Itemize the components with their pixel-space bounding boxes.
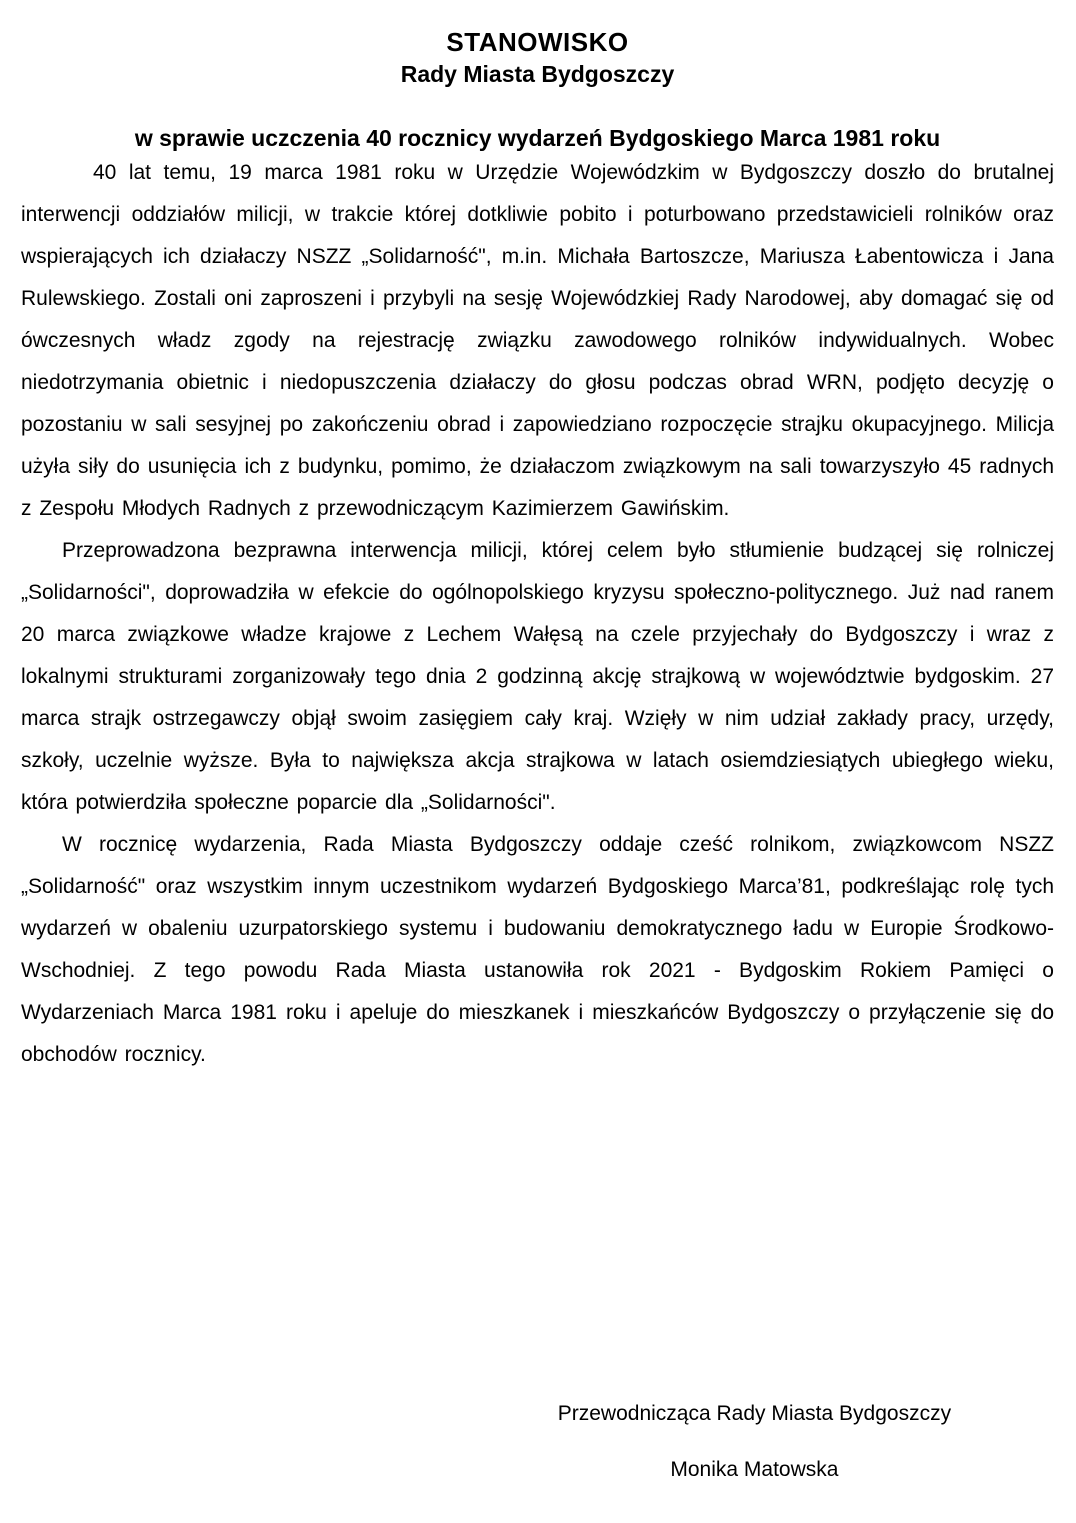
signature-block — [507, 1399, 1003, 1485]
paragraph-3: W rocznicę wydarzenia, Rada Miasta Bydgoszczy oddaje cześć rolnikom, związkowcom NSZZ „Solidarność" oraz wszystkim innym uczestnikom wydarzeń Bydgoskiego Marca’81, podkreślając rolę tych wydarzeń w obaleniu uzurpatorskiego systemu i budowaniu demokratycznego ładu w Europie Środkowo-Wschodniej. Z tego powodu Rada Miasta ustanowiła rok 2021 - Bydgoskim Rokiem Pamięci o Wydarzeniach Marca 1981 roku i apeluje do mieszkanek i mieszkańców Bydgoszczy o przyłączenie się do obchodów rocznicy. — [21, 833, 1054, 1066]
document-body — [21, 152, 1054, 1076]
paragraph-2: Przeprowadzona bezprawna interwencja milicji, której celem było stłumienie budzącej się rolniczej „Solidarności", doprowadziła w efekcie do ogólnopolskiego kryzysu społeczno-politycznego. Już nad ranem 20 marca związkowe władze krajowe z Lechem Wałęsą na czele przyjechały do Bydgoszczy i wraz z lokalnymi strukturami zorganizowały tego dnia 2 godzinną akcję strajkową w województwie bydgoskim. 27 marca strajk ostrzegawczy objął swoim zasięgiem cały kraj. Wzięły w nim udział zakłady pracy, urzędy, szkoły, uczelnie wyższe. Była to największa akcja strajkowa w latach osiemdziesiątych ubiegłego wieku, która potwierdziła społeczne poparcie dla „Solidarności". — [21, 539, 1054, 814]
paragraph-1: 40 lat temu, 19 marca 1981 roku w Urzędzie Wojewódzkim w Bydgoszczy doszło do brutalnej interwencji oddziałów milicji, w trakcie której dotkliwie pobito i poturbowano przedstawicieli rolników oraz wspierających ich działaczy NSZZ „Solidarność", m.in. Michała Bartoszcze, Mariusza Łabentowicza i Jana Rulewskiego. Zostali oni zaproszeni i przybyli na sesję Wojewódzkiej Rady Narodowej, aby domagać się od ówczesnych władz zgody na rejestrację związku zawodowego rolników indywidualnych. Wobec niedotrzymania obietnic i niedopuszczenia działaczy do głosu podczas obrad WRN, podjęto decyzję o pozostaniu w sali sesyjnej po zakończeniu obrad i zapowiedziano rozpoczęcie strajku okupacyjnego. Milicja użyła siły do usunięcia ich z budynku, pomimo, że działaczom związkowym na sali towarzyszyło 45 radnych z Zespołu Młodych Radnych z przewodniczącym Kazimierzem Gawińskim. — [21, 161, 1054, 520]
document-subject: w sprawie uczczenia 40 rocznicy wydarzeń Bydgoskiego Marca 1981 roku — [134, 125, 941, 151]
document-organization: Rady Miasta Bydgoszczy — [400, 61, 675, 87]
document-title: STANOWISKO — [446, 27, 629, 57]
signature-role: Przewodnicząca Rady Miasta Bydgoszczy — [557, 1402, 952, 1425]
signature-name: Monika Matowska — [670, 1458, 839, 1481]
